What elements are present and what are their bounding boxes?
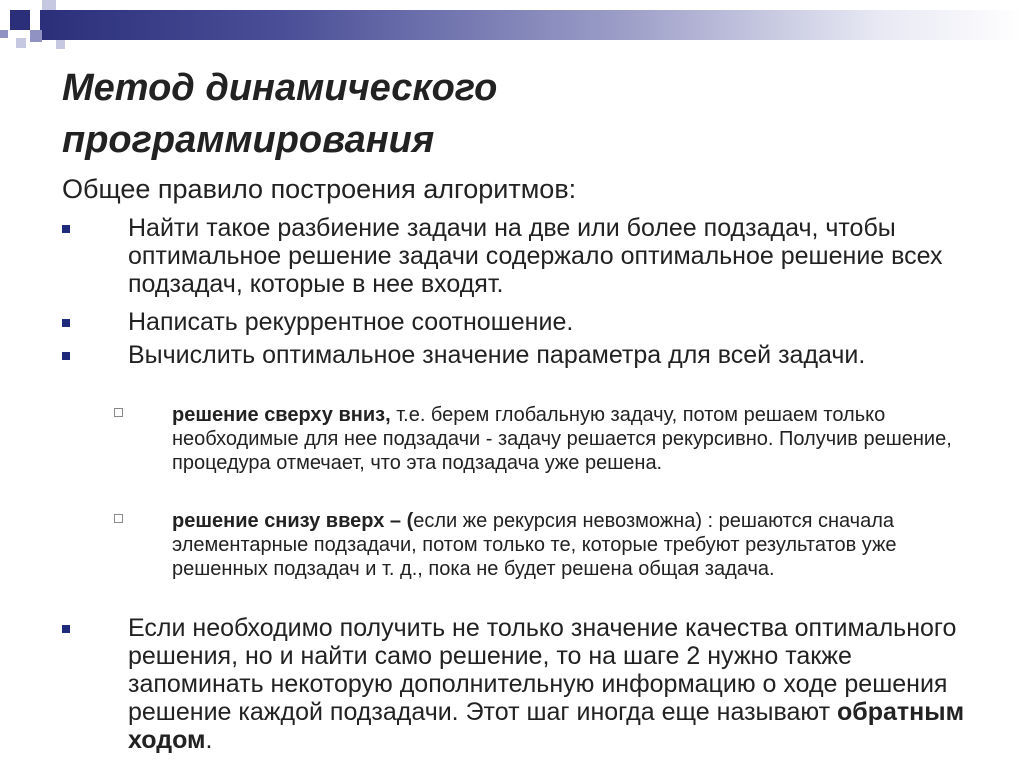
decor-square	[56, 40, 65, 49]
title-line-2: программирования	[62, 119, 435, 161]
decor-square	[16, 38, 26, 48]
sub-list-item-rest: т.е. берем глобальную задачу, потом решаем только необходимые для нее подзадачи - задачу решается рекурсивно. Получив решение, процедура отмечает, что эта подзадача уже решена.	[172, 404, 952, 474]
list-item-text: Найти такое разбиение задачи на две или более подзадач, чтобы оптимальное решение задачи содержало оптимальное решение всех подзадач, которые в нее входят.	[128, 214, 943, 298]
title-line-1: Метод динамического	[62, 67, 498, 109]
list-item-text-part: Если необходимо получить не только значение качества оптимального решения, но и найти само решение, то на шаге 2 нужно также запоминать некоторую дополнительную информацию о ходе решения решение каждой подзадачи. Этот шаг иногда еще называют	[128, 614, 957, 726]
list-item-text-end: .	[205, 726, 213, 754]
list-item-text: Вычислить оптимальное значение параметра для всей задачи.	[128, 341, 866, 369]
decor-square	[10, 10, 30, 30]
hollow-square-bullet-icon	[114, 514, 123, 523]
sub-list-item-bold: решение сверху вниз,	[172, 404, 391, 426]
sub-list-item-text	[172, 403, 952, 475]
square-bullet-icon	[62, 319, 70, 327]
list-item-bold-term: обратным ходом	[128, 698, 965, 754]
square-bullet-icon	[62, 625, 70, 633]
list-item-text: Написать рекуррентное соотношение.	[128, 308, 574, 336]
header-gradient-band	[40, 10, 1024, 40]
decor-square	[42, 0, 56, 10]
sub-list-item-rest: если же рекурсия невозможна) : решаются сначала элементарные подзадачи, потом только те, которые требуют результатов уже решенных подзадач и т. д., пока не будет решена общая задача.	[172, 510, 897, 580]
decor-square	[0, 30, 8, 38]
sub-list-item-text	[172, 509, 952, 581]
slide-title	[62, 62, 497, 166]
square-bullet-icon	[62, 352, 70, 360]
hollow-square-bullet-icon	[114, 408, 123, 417]
sub-list-item-bold: решение снизу вверх – (	[172, 510, 414, 532]
slide-subtitle: Общее правило построения алгоритмов:	[62, 174, 577, 204]
square-bullet-icon	[62, 225, 70, 233]
list-item-text	[128, 614, 968, 754]
decor-square	[30, 30, 42, 42]
